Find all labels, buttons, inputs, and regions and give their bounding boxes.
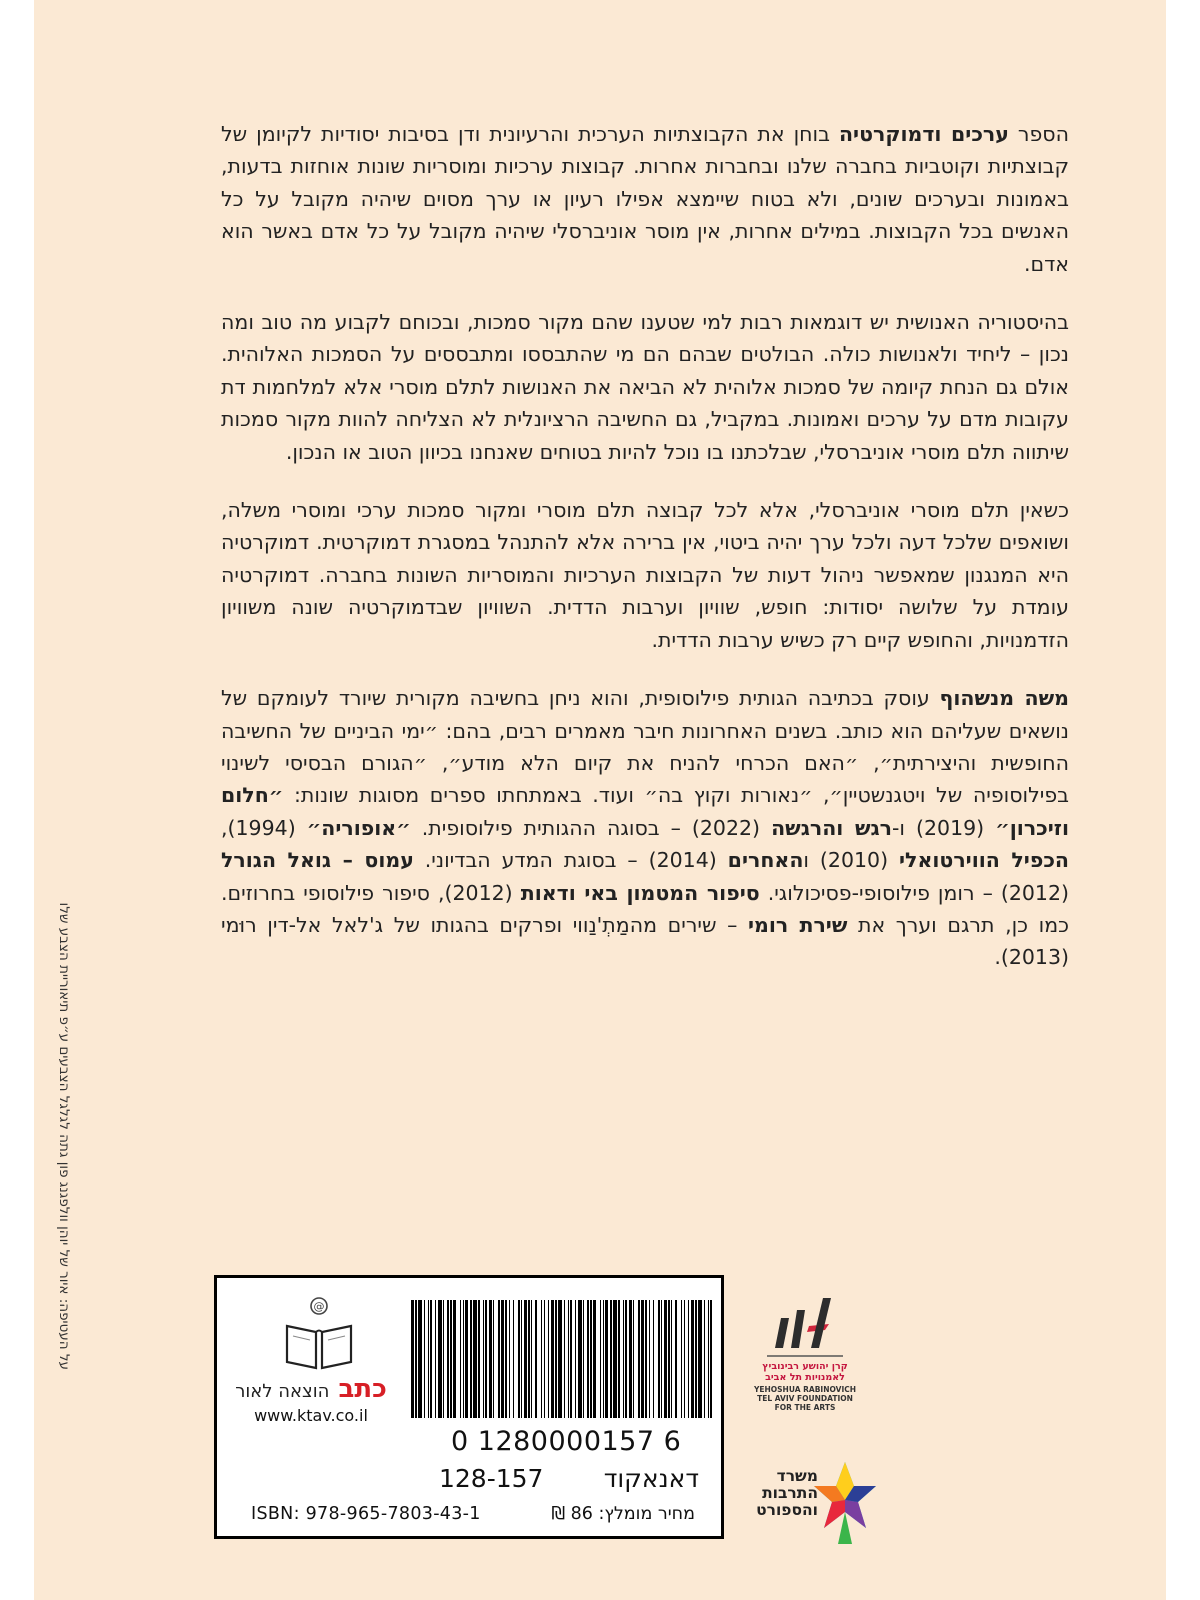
barcode-bar bbox=[555, 1300, 557, 1418]
book-title: ערכים ודמוקרטיה bbox=[838, 122, 1009, 146]
barcode-bar bbox=[704, 1300, 705, 1418]
barcode-bar bbox=[518, 1300, 520, 1418]
barcode-bar bbox=[684, 1300, 685, 1418]
book-ref: ״אופוריה״ bbox=[306, 815, 411, 840]
cover-art-credit-text: על העטיפה: איור של יוהן וולפגנג פון גתה לגלגל הצבעים ע״פ תיאוריית הצבע שלו bbox=[56, 902, 72, 1370]
barcode-bar bbox=[524, 1300, 527, 1418]
barcode-bar bbox=[671, 1300, 672, 1418]
barcode-bar bbox=[505, 1300, 507, 1418]
barcode-bar bbox=[535, 1300, 537, 1418]
author-name: משה מנשהוף bbox=[939, 686, 1069, 711]
barcode-bar bbox=[629, 1300, 632, 1418]
barcode-bar bbox=[544, 1300, 545, 1418]
barcode-bar bbox=[649, 1300, 650, 1418]
ministry-name: משרד התרבות והספורט bbox=[756, 1467, 818, 1519]
barcode-bar bbox=[625, 1300, 627, 1418]
barcode-bar bbox=[691, 1300, 694, 1418]
barcode-bar bbox=[570, 1300, 572, 1418]
barcode-bar bbox=[681, 1300, 682, 1418]
book-ref: האחרים bbox=[727, 848, 804, 873]
foundation-english-name: YEHOSHUA RABINOVICH TEL AVIV FOUNDATION FOR THE ARTS bbox=[753, 1385, 857, 1412]
publisher-url: www.ktav.co.il bbox=[254, 1406, 368, 1425]
barcode-bar bbox=[661, 1300, 662, 1418]
price-row bbox=[217, 1504, 721, 1530]
blurb-paragraph-3: כשאין תלם מוסרי אוניברסלי, אלא לכל קבוצה תלם מוסרי ומקור סמכות ערכי ומוסרי משלה, ושואפים שלכל דעה ולכל ערך יהיה ביטוי, אין ברירה אלא להתנהל במסגרת דמוקרטית. דמוקרטיה היא המנגנון שמאפשר ניהול דעות של הקבוצות הערכיות והמוסריות השונות בחברה. דמוקרטיה עומדת על שלושה יסודות: חופש, שוויון וערבות הדדית. השוויון שבדמוקרטיה שונה משוויון הזדמנויות, והחופש קיים רק כשיש ערבות הדדית. bbox=[221, 498, 1069, 652]
author-bio: משה מנשהוף עוסק בכתיבה הגותית פילוסופית, והוא ניחן בחשיבה מקורית שיורד לעומקם של נושאים שעליהם הוא כותב. בשנים האחרונות חיבר מאמרים רבים, בהם: ״ימי הביניים של החשיבה החופשית והיצירתית״, ״האם הכרחי להניח את קיום הלא מודע״, ״הגורם הבסיסי לשינוי בפילוסופיה של ויטגנשטיין״, ״נאורות וקוץ בה״ ועוד. באמתחתו ספרים מסוגות שונות: ״חלום וזיכרון״ (2019) ו-רגש והרגשה (2022) – בסוגה ההגותית פילוסופית. ״אופוריה״ (1994), הכפיל הווירטואלי (2010) והאחרים (2014) – בסוגת המדע הבדיוני. עמוס – גואל הגורל (2012) – רומן פילוסופי-פסיכולוגי. סיפור המטמון באי ודאות (2012), סיפור פילוסופי בחרוזים. כמו כן, תרגם וערך את שירת רומי – שירים מהמַתְ'נַווי ופרקים בהגותו של ג'לאל אל-דין רוּמי (2013). bbox=[221, 686, 1070, 970]
isbn: ISBN: 978-965-7803-43-1 bbox=[251, 1504, 481, 1524]
barcode-bar bbox=[600, 1300, 601, 1418]
barcode-bar bbox=[568, 1300, 569, 1418]
dancode-label: דאנאקוד bbox=[603, 1464, 699, 1493]
barcode-bar bbox=[450, 1300, 452, 1418]
barcode-bar bbox=[489, 1300, 492, 1418]
barcode-bar bbox=[583, 1300, 584, 1418]
barcode-bar bbox=[710, 1300, 712, 1418]
barcode-bar bbox=[528, 1300, 530, 1418]
barcode-bar bbox=[513, 1300, 514, 1418]
barcode-bar bbox=[623, 1300, 624, 1418]
barcode-bar bbox=[610, 1300, 612, 1418]
barcode-bar bbox=[501, 1300, 504, 1418]
cover-art-credit bbox=[54, 810, 74, 1370]
book-ref: שירת רומי bbox=[747, 912, 848, 937]
barcode-bar bbox=[453, 1300, 456, 1418]
barcode-bar bbox=[695, 1300, 697, 1418]
barcode-number: 0 1280000157 6 bbox=[451, 1426, 682, 1457]
book-ref: סיפור המטמון באי ודאות bbox=[520, 880, 760, 905]
colorful-star-icon bbox=[812, 1456, 878, 1546]
book-ref: רגש והרגשה bbox=[771, 815, 892, 840]
barcode-bar bbox=[483, 1300, 484, 1418]
barcode-bar bbox=[587, 1300, 589, 1418]
barcode-bar bbox=[531, 1300, 532, 1418]
barcode-bar bbox=[478, 1300, 480, 1418]
barcode-bar bbox=[605, 1300, 608, 1418]
barcode-bar bbox=[590, 1300, 592, 1418]
rabinovich-foundation-logo bbox=[750, 1294, 860, 1412]
barcode-bar bbox=[618, 1300, 620, 1418]
barcode-bar bbox=[653, 1300, 654, 1418]
barcode-bar bbox=[638, 1300, 640, 1418]
barcode-bar bbox=[435, 1300, 436, 1418]
barcode-bar bbox=[541, 1300, 542, 1418]
barcode-bar bbox=[460, 1300, 461, 1418]
barcode-bar bbox=[575, 1300, 576, 1418]
publisher-tagline: הוצאה לאור bbox=[235, 1381, 330, 1402]
barcode-bar bbox=[641, 1300, 644, 1418]
dancode-value: 128-157 bbox=[439, 1464, 544, 1493]
price-value: 86 bbox=[570, 1504, 593, 1524]
barcode bbox=[409, 1300, 713, 1418]
barcode-bar bbox=[578, 1300, 582, 1418]
barcode-bar bbox=[698, 1300, 702, 1418]
barcode-bar bbox=[551, 1300, 554, 1418]
barcode-bar bbox=[564, 1300, 565, 1418]
barcode-bar bbox=[418, 1300, 422, 1418]
barcode-bar bbox=[463, 1300, 464, 1418]
svg-text:@: @ bbox=[313, 1300, 325, 1313]
back-cover-blurb bbox=[221, 118, 1069, 1000]
barcode-bar bbox=[498, 1300, 500, 1418]
rabinovich-foundation-icon bbox=[767, 1294, 843, 1358]
barcode-bar bbox=[485, 1300, 487, 1418]
barcode-bar bbox=[645, 1300, 647, 1418]
recommended-price bbox=[551, 1504, 695, 1524]
barcode-bar bbox=[424, 1300, 425, 1418]
barcode-bar bbox=[493, 1300, 494, 1418]
barcode-bar bbox=[708, 1300, 709, 1418]
barcode-bar bbox=[430, 1300, 432, 1418]
barcode-bar bbox=[438, 1300, 442, 1418]
barcode-panel bbox=[214, 1275, 724, 1539]
blurb-paragraph-1: הספר ערכים ודמוקרטיה בוחן את הקבוצתיות הערכית והרעיונית ודן בסיבות יסודיות לקיומן של קבוצתיות וקוטביות בחברה שלנו ובחברות אחרות. קבוצות ערכיות ומוסריות שונות אוחזות בדעות, באמונות ובערכים שונים, ולא בטוח שיימצא אפילו רעיון או ערך מסוים שיהיה מקובל על כל האנשים בכל הקבוצות. במילים אחרות, אין מוסר אוניברסלי שיהיה מקובל על כל אדם באשר הוא אדם. bbox=[221, 122, 1069, 276]
shekel-icon: ₪ bbox=[551, 1504, 566, 1524]
barcode-bar bbox=[633, 1300, 634, 1418]
barcode-bar bbox=[675, 1300, 677, 1418]
book-ref: הכפיל הווירטואלי bbox=[899, 848, 1070, 873]
ministry-culture-sport-logo bbox=[740, 1456, 880, 1548]
open-book-at-icon bbox=[283, 1296, 355, 1372]
barcode-bar bbox=[521, 1300, 522, 1418]
barcode-bar bbox=[548, 1300, 549, 1418]
barcode-bar bbox=[443, 1300, 444, 1418]
barcode-bar bbox=[415, 1300, 417, 1418]
barcode-bar bbox=[613, 1300, 617, 1418]
publisher-name bbox=[231, 1374, 391, 1404]
publisher-brand: כתב bbox=[338, 1374, 387, 1404]
barcode-bar bbox=[428, 1300, 429, 1418]
barcode-bar bbox=[470, 1300, 472, 1418]
barcode-bar bbox=[688, 1300, 689, 1418]
barcode-bar bbox=[603, 1300, 604, 1418]
blurb-paragraph-2: בהיסטוריה האנושית יש דוגמאות רבות למי שטענו שהם מקור סמכות, ובכוחם לקבוע מה טוב ומה נכון – ליחיד ולאנושות כולה. הבולטים שבהם הם מי שהתבססו ומתבססים על הסמכות האלוהית. אולם גם הנחת קיומה של סמכות אלוהית לא הביאה את האנושות לתלם מוסרי אלא למלחמות דת עקובות מדם על ערכים ואמונות. במקביל, גם החשיבה הרציונלית לא הצליחה להוות מקור סמכות שיתווה תלם מוסרי אוניברסלי, שבלכתנו בו נוכל להיות בטוחים שאנחנו בכיוון הטוב או הנכון. bbox=[221, 310, 1069, 464]
barcode-bar bbox=[509, 1300, 510, 1418]
price-label: מחיר מומלץ: bbox=[598, 1504, 695, 1524]
book-ref: עמוס – גואל הגורל bbox=[221, 848, 414, 873]
barcode-bar bbox=[668, 1300, 670, 1418]
barcode-bar bbox=[465, 1300, 468, 1418]
book-ref: ״חלום וזיכרון״ bbox=[221, 783, 1070, 840]
barcode-bar bbox=[664, 1300, 667, 1418]
barcode-bar bbox=[411, 1300, 414, 1418]
barcode-bar bbox=[658, 1300, 660, 1418]
barcode-bar bbox=[447, 1300, 449, 1418]
barcode-bar bbox=[593, 1300, 596, 1418]
barcode-bar bbox=[558, 1300, 562, 1418]
barcode-bar bbox=[473, 1300, 477, 1418]
foundation-hebrew-name: קרן יהושע רבינוביץ לאמנויות תל אביב bbox=[762, 1361, 848, 1383]
